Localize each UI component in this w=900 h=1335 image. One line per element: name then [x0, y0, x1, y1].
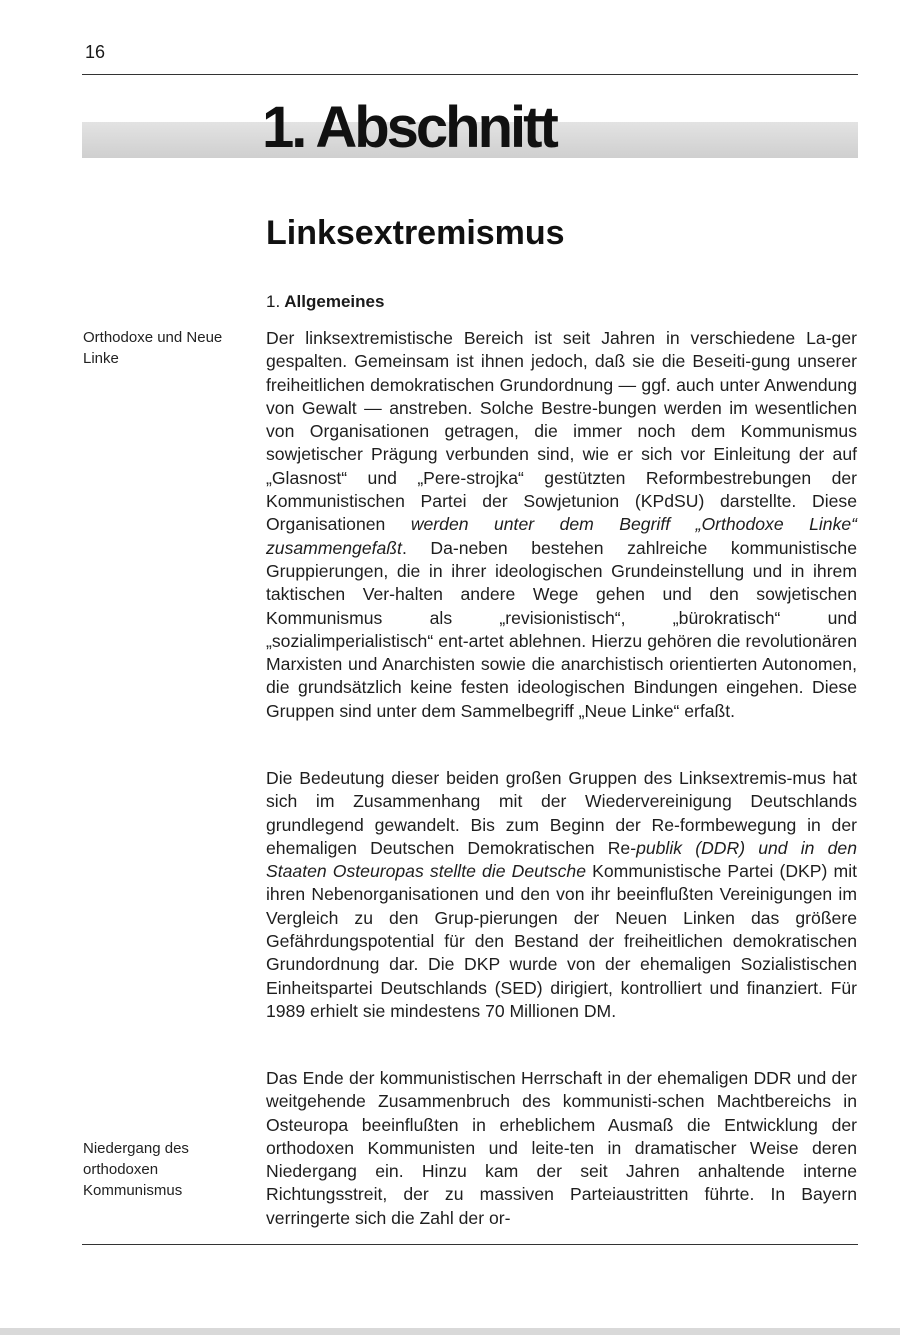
footer-rule [82, 1244, 858, 1245]
section-title: 1. Abschnitt [262, 95, 556, 160]
scan-edge [0, 1328, 900, 1335]
paragraph-text: . Da-neben bestehen zahlreiche kommunistische Gruppierungen, die in ihrer ideologischen Grundeinstellung und in ihrem taktischen Ver-halten andere Wege gehen und den sowjetischen Kommunismus als „revisionistisch“, „bürokratisch“ und „sozialimperialistisch“ ent-artet ablehnen. Hierzu gehören die revolutionären Marxisten und Anarchisten sowie die anarchistisch orientierten Autonomen, die grundsätzlich keine festen ideologischen Bindungen eingehen. Diese Gruppen sind unter dem Sammelbegriff „Neue Linke“ erfaßt. [266, 537, 857, 721]
paragraph-text: Der linksextremistische Bereich ist seit Jahren in verschiedene La-ger gespalten. Gemeinsam ist ihnen jedoch, daß sie die Beseiti-gung unserer freiheitlichen demokratischen Grundordnung — ggf. auch unter Anwendung von Gewalt — anstreben. Solche Bestre-bungen werden im wesentlichen von Organisationen getragen, die immer noch dem Kommunismus sowjetischer Prägung verbunden sind, wie er sich vor Einleitung der auf „Glasnost“ und „Pere-strojka“ gestützten Reformbestrebungen der Kommunistischen Partei der Sowjetunion (KPdSU) darstellte. Diese Organisationen [266, 328, 857, 535]
margin-note-niedergang: Niedergang des orthodoxen Kommunismus [83, 1140, 189, 1199]
subheading-number: 1. [266, 292, 281, 311]
paragraph-italic-text: publik (DDR) und in den Staaten Osteuropas stellte die Deutsche [266, 837, 857, 882]
margin-note-orthodoxe-neue-linke: Orthodoxe und Neue Linke [83, 329, 223, 367]
paragraph-text: Die Bedeutung dieser beiden großen Gruppen des Linksextremis-mus hat sich im Zusammenhang mit der Wiedervereinigung Deutschlands grundlegend gewandelt. Bis zum Beginn der Re-formbewegung in der ehemaligen Deutschen Demokratischen Re- [266, 768, 857, 858]
body-paragraph: Das Ende der kommunistischen Herrschaft in der ehemaligen DDR und der weitgehende Zusammenbruch des kommunisti-schen Machtbereichs in Osteuropa beeinflußten in erheblichem Ausmaß die Entwicklung der orthodoxen Kommunisten und leite-ten in dramatischer Weise deren Niedergang ein. Hinzu kam der seit Jahren anhaltende interne Richtungsstreit, der zu massiven Parteiaustritten führte. In Bayern verringerte sich die Zahl der or- [266, 1068, 857, 1228]
body-paragraph-3-block [266, 1067, 857, 1230]
paragraph-text: Kommunistische Partei (DKP) mit ihren Nebenorganisationen und den von ihr beeinflußten Vereinigungen im Vergleich zu den Grup-pierungen der Neuen Linken das größere Gefährdungspotential für den Bestand der freiheitlichen demokratischen Grundordnung dar. Die DKP wurde von der ehemaligen Sozialistischen Einheitspartei Deutschlands (SED) dirigiert, kontrolliert und finanziert. Für 1989 erhielt sie mindestens 70 Millionen DM. [266, 861, 857, 1021]
chapter-title: Linksextremismus [266, 214, 565, 252]
subheading-text: Allgemeines [284, 292, 385, 311]
paragraph-italic-text: werden unter dem Begriff „Orthodoxe Linke“ zusammengefaßt [266, 514, 858, 558]
subheading [266, 289, 384, 315]
body-paragraph [266, 767, 857, 1023]
body-paragraph-2-block [266, 767, 857, 1023]
body-paragraph [266, 327, 857, 723]
body-paragraph-1-block [266, 327, 857, 723]
header-rule [82, 74, 858, 75]
page-number: 16 [85, 42, 106, 62]
